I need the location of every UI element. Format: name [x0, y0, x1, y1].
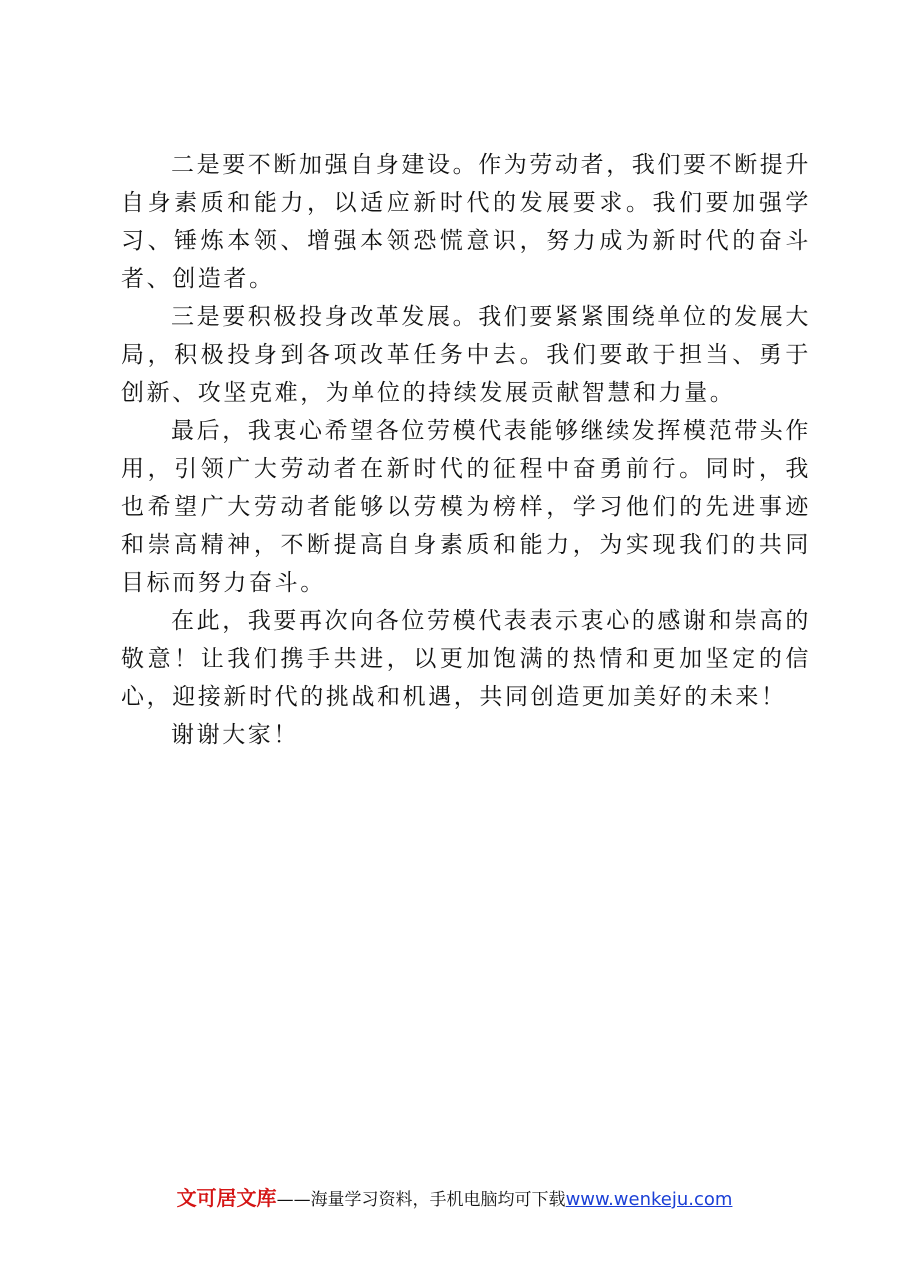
footer-banner — [0, 1182, 909, 1211]
paragraph-thanks: 谢谢大家！ — [171, 722, 299, 748]
footer-site-link[interactable]: www.wenkeju.com — [565, 1189, 733, 1210]
footer-brand: 文可居文库 — [176, 1186, 277, 1210]
paragraph-strengthen-self: 二是要不断加强自身建设。作为劳动者，我们要不断提升自身素质和能力，以适应新时代的发展要求。我们要加强学习、锤炼本领、增强本领恐慌意识，努力成为新时代的奋斗者、创造者。 — [121, 152, 811, 292]
paragraph-gratitude: 在此，我要再次向各位劳模代表表示衷心的感谢和崇高的敬意！让我们携手共进，以更加饱满的热情和更加坚定的信心，迎接新时代的挑战和机遇，共同创造更加美好的未来！ — [121, 608, 811, 710]
paragraph-closing-hope: 最后，我衷心希望各位劳模代表能够继续发挥模范带头作用，引领广大劳动者在新时代的征程中奋勇前行。同时，我也希望广大劳动者能够以劳模为榜样，学习他们的先进事迹和崇高精神，不断提高自身素质和能力，为实现我们的共同目标而努力奋斗。 — [121, 418, 811, 596]
paragraph-reform-development: 三是要积极投身改革发展。我们要紧紧围绕单位的发展大局，积极投身到各项改革任务中去。我们要敢于担当、勇于创新、攻坚克难，为单位的持续发展贡献智慧和力量。 — [121, 304, 811, 406]
footer-tagline: ——海量学习资料，手机电脑均可下载 — [276, 1190, 566, 1210]
document-body — [121, 146, 811, 754]
